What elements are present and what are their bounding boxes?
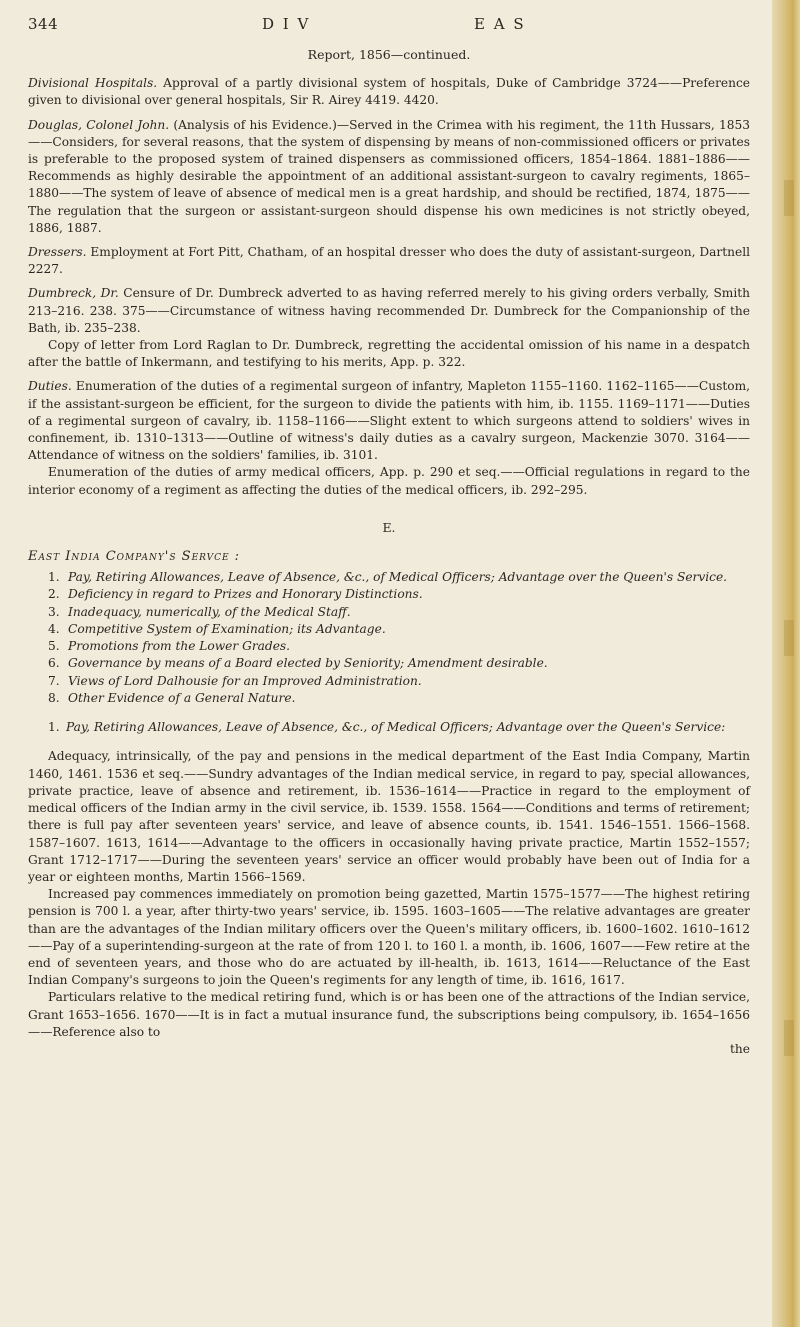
entry-duties: [28, 378, 750, 498]
edge-mark: [784, 620, 794, 656]
entry-dressers: [28, 244, 750, 278]
entry-douglas: [28, 117, 750, 237]
page-content: [28, 14, 750, 1058]
entry-continuation: Enumeration of the duties of army medical officers, App. p. 290 et seq.——Official regulations in regard to the interior economy of a regiment as affecting the duties of the medical officers, ib. 292–295.: [28, 465, 750, 497]
contents-item: 5. Promotions from the Lower Grades.: [48, 639, 291, 654]
entry-continuation: Copy of letter from Lord Raglan to Dr. Dumbreck, regretting the accidental omission of his name in a despatch after the battle of Inkermann, and testifying to his merits, App. p. 322.: [28, 338, 750, 370]
east-india-contents: [28, 569, 750, 707]
entry-divisional-hospitals: [28, 75, 750, 109]
paragraph: Increased pay commences immediately on promotion being gazetted, Martin 1575–1577——The highest retiring pension is 700 l. a year, after thirty-two years' service, ib. 1595. 1603–1605——The relative advantages are greater than are the advantages of the Indian military officers over the Queen's military officers, ib. 1600–1602. 1610–1612——Pay of a superintending-surgeon at the rate of from 120 l. to 160 l. a month, ib. 1606, 1607——Few retire at the end of seventeen years, and those who do are actuated by ill-health, ib. 1613, 1614——Reluctance of the East Indian Company's surgeons to join the Queen's regiments for any length of time, ib. 1616, 1617.: [28, 887, 750, 988]
entry-term: Dumbreck, Dr.: [28, 286, 119, 301]
page-edge: [772, 0, 800, 1327]
section-letter: E.: [382, 519, 396, 535]
entry-term: Douglas, Colonel John.: [28, 117, 170, 132]
subsection-pay: [28, 719, 750, 1058]
entry-text: Enumeration of the duties of a regimental surgeon of infantry, Mapleton 1155–1160. 1162–1165——Custom, if the assistant-surgeon be efficient, for the surgeon to divide the patients with him, ib. 1155. 1169–1171——Duties of a regimental surgeon of cavalry, ib. 1158–1166——Slight extent to which surgeons attend to soldiers' wives in confinement, ib. 1310–1313——Outline of witness's daily duties as a cavalry surgeon, Mackenzie 3070. 3164——Attendance of witness on the soldiers' families, ib. 3101.: [28, 379, 751, 463]
catchword: the: [730, 1041, 750, 1056]
edge-mark: [784, 1020, 794, 1056]
subsection-title: 1. Pay, Retiring Allowances, Leave of Absence, &c., of Medical Officers; Advantage over the Queen's Service:: [48, 720, 726, 735]
edge-mark: [784, 180, 794, 216]
entry-dumbreck: [28, 285, 750, 371]
entry-term: Dressers.: [28, 245, 87, 260]
running-head: [28, 14, 750, 36]
entry-text: Employment at Fort Pitt, Chatham, of an hospital dresser who does the duty of assistant-surgeon, Dartnell 2227.: [28, 245, 750, 277]
page-number: 344: [28, 15, 59, 33]
paragraph: Particulars relative to the medical retiring fund, which is or has been one of the attractions of the Indian service, Grant 1653–1656. 1670——It is in fact a mutual insurance fund, the subscriptions being compulsory, ib. 1654–1656——Reference also to: [28, 990, 750, 1039]
report-subhead: Report, 1856—continued.: [307, 47, 471, 62]
entry-term: Divisional Hospitals.: [28, 76, 158, 91]
east-india-title: East India Company's Servce :: [28, 549, 241, 565]
running-head-left: D I V: [262, 15, 311, 33]
contents-item: 2. Deficiency in regard to Prizes and Honorary Distinctions.: [48, 587, 423, 602]
contents-item: 6. Governance by means of a Board elected by Seniority; Amendment desirable.: [48, 656, 548, 671]
entry-term: Duties.: [28, 379, 72, 394]
entry-text: Censure of Dr. Dumbreck adverted to as having referred merely to his giving orders verbally, Smith 213–216. 238. 375——Circumstance of witness having recommended Dr. Dumbreck for the Companionship of the Bath, ib. 235–238.: [28, 286, 750, 335]
contents-item: 7. Views of Lord Dalhousie for an Improved Administration.: [48, 673, 422, 688]
paragraph: Adequacy, intrinsically, of the pay and pensions in the medical department of the East India Company, Martin 1460, 1461. 1536 et seq.——Sundry advantages of the Indian medical service, in regard to pay, special allowances, private practice, leave of absence and retirement, ib. 1536–1614——Practice in regard to the employment of medical officers of the Indian army in the civil service, ib. 1539. 1558. 1564——Conditions and terms of retirement; there is full pay after seventeen years' service, and leave of absence counts, ib. 1541. 1546–1551. 1566–1568. 1587–1607. 1613, 1614——Advantage to the officers in occasionally having private practice, Martin 1552–1557; Grant 1712–1717——During the seventeen years' service an officer would probably have been out of India for a year or eighteen months, Martin 1566–1569.: [28, 749, 750, 884]
contents-item: 4. Competitive System of Examination; its Advantage.: [48, 621, 386, 636]
contents-item: 8. Other Evidence of a General Nature.: [48, 690, 296, 705]
contents-item: 3. Inadequacy, numerically, of the Medical Staff.: [48, 604, 351, 619]
entry-text: Approval of a partly divisional system of hospitals, Duke of Cambridge 3724——Preference given to divisional over general hospitals, Sir R. Airey 4419. 4420.: [28, 76, 750, 108]
running-head-right: E A S: [474, 15, 526, 33]
entry-text: (Analysis of his Evidence.)—Served in the Crimea with his regiment, the 11th Hussars, 1853——Considers, for several reasons, that the system of dispensing by means of non-commissioned officers or privates is preferable to the proposed system of trained dispensers as commissioned officers, 1854–1864. 1881–1886——Recommends as highly desirable the appointment of an additional assistant-surgeon to cavalry regiments, 1865–1880——The system of leave of absence of medical men is a great hardship, and should be rectified, 1874, 1875——The regulation that the surgeon or assistant-surgeon should dispense his own medicines is not strictly obeyed, 1886, 1887.: [28, 117, 750, 235]
contents-item: 1. Pay, Retiring Allowances, Leave of Absence, &c., of Medical Officers; Advantage over the Queen's Service.: [48, 570, 728, 585]
